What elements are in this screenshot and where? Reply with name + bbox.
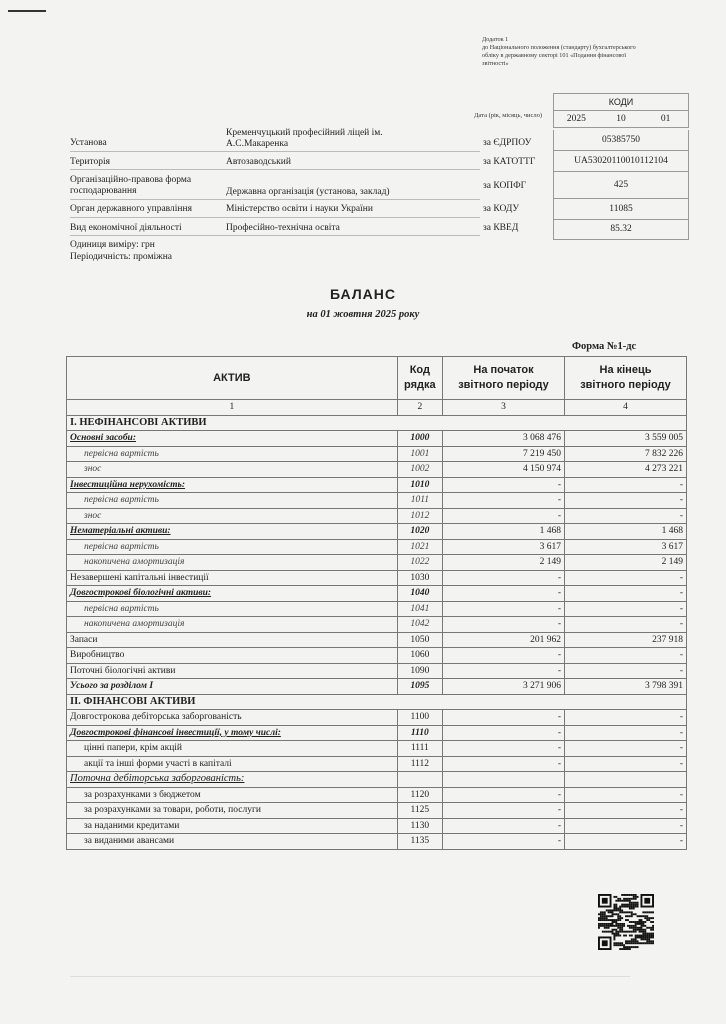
table-row xyxy=(67,834,687,850)
row-label: накопичена амортизація xyxy=(67,617,398,633)
value-start: 2 149 xyxy=(443,555,565,571)
row-label: Нематеріальні активи: xyxy=(67,524,398,540)
row-code: 1135 xyxy=(397,834,442,850)
info-value-activity: Професійно-технічна освіта xyxy=(226,223,340,233)
value-start: - xyxy=(443,710,565,726)
info-value-institution: Кременчуцький професійний ліцей ім. А.С.Макаренка xyxy=(226,128,383,149)
section-title: ІІ. ФІНАНСОВІ АКТИВИ xyxy=(67,694,687,710)
info-label-activity: Вид економічної діяльності xyxy=(70,223,182,233)
addendum-line: до Національного положення (стандарту) бухгалтерського xyxy=(482,44,636,51)
row-label: знос xyxy=(67,508,398,524)
row-label: накопичена амортизація xyxy=(67,555,398,571)
info-label-territory: Територія xyxy=(70,157,111,167)
value-end: 3 617 xyxy=(564,539,686,555)
row-code: 1012 xyxy=(397,508,442,524)
table-row xyxy=(67,741,687,757)
form-number: Форма №1-дс xyxy=(572,341,637,352)
row-code: 1060 xyxy=(397,648,442,664)
row-label: за розрахунками за товари, роботи, послуги xyxy=(67,803,398,819)
value-start: - xyxy=(443,508,565,524)
col-number: 4 xyxy=(564,400,686,416)
table-row xyxy=(67,539,687,555)
value-end: 1 468 xyxy=(564,524,686,540)
table-row xyxy=(67,663,687,679)
row-code: 1042 xyxy=(397,617,442,633)
row-label: Незавершені капітальні інвестиції xyxy=(67,570,398,586)
code-edrpou: 05385750 xyxy=(553,130,689,151)
row-label: первісна вартість xyxy=(67,539,398,555)
value-end: - xyxy=(564,570,686,586)
value-end: 237 918 xyxy=(564,632,686,648)
table-row xyxy=(67,508,687,524)
value-end: - xyxy=(564,834,686,850)
value-end: - xyxy=(564,586,686,602)
row-code: 1020 xyxy=(397,524,442,540)
table-row xyxy=(67,493,687,509)
table-header-row xyxy=(67,357,687,400)
table-body xyxy=(67,415,687,849)
row-code: 1010 xyxy=(397,477,442,493)
value-start: - xyxy=(443,493,565,509)
code-label-edrpou: за ЄДРПОУ xyxy=(483,138,532,148)
row-label: цінні папери, крім акцій xyxy=(67,741,398,757)
row-code: 1030 xyxy=(397,570,442,586)
unit-of-measure: Одиниця виміру: грн xyxy=(70,240,155,250)
value-start: 7 219 450 xyxy=(443,446,565,462)
value-start: 3 617 xyxy=(443,539,565,555)
col-header-code: Код рядка xyxy=(397,357,442,400)
row-code: 1041 xyxy=(397,601,442,617)
value-start: - xyxy=(443,834,565,850)
value-start: 3 271 906 xyxy=(443,679,565,695)
value-start xyxy=(443,772,565,788)
row-label: знос xyxy=(67,462,398,478)
value-start: - xyxy=(443,803,565,819)
row-label: первісна вартість xyxy=(67,493,398,509)
value-start: 4 150 974 xyxy=(443,462,565,478)
addendum-line: обліку в державному секторі 101 «Подання фінансової xyxy=(482,52,627,59)
value-end: - xyxy=(564,756,686,772)
value-end: - xyxy=(564,803,686,819)
value-end: - xyxy=(564,710,686,726)
code-label-kodu: за КОДУ xyxy=(483,204,520,214)
value-end: 3 559 005 xyxy=(564,431,686,447)
value-start: - xyxy=(443,617,565,633)
section-row xyxy=(67,415,687,431)
row-label: Поточна дебіторська заборгованість: xyxy=(67,772,398,788)
code-katottg: UA53020110010112104 xyxy=(553,151,689,172)
info-value-territory: Автозаводський xyxy=(226,157,291,167)
date-day: 01 xyxy=(660,114,671,124)
value-start: - xyxy=(443,570,565,586)
value-end: - xyxy=(564,493,686,509)
value-start: - xyxy=(443,663,565,679)
footer-divider xyxy=(70,976,630,977)
code-label-katottg: за КАТОТТГ xyxy=(483,157,536,167)
row-code: 1120 xyxy=(397,787,442,803)
value-end: 7 832 226 xyxy=(564,446,686,462)
table-row xyxy=(67,710,687,726)
row-label: Запаси xyxy=(67,632,398,648)
row-code: 1040 xyxy=(397,586,442,602)
row-code xyxy=(397,772,442,788)
addendum-line: Додаток 1 xyxy=(482,36,509,43)
row-code: 1125 xyxy=(397,803,442,819)
code-kved: 85.32 xyxy=(553,219,689,240)
row-code: 1021 xyxy=(397,539,442,555)
value-end: 2 149 xyxy=(564,555,686,571)
row-code: 1011 xyxy=(397,493,442,509)
row-label: первісна вартість xyxy=(67,446,398,462)
row-label: за розрахунками з бюджетом xyxy=(67,787,398,803)
date-label: Дата (рік, місяць, число) xyxy=(474,112,542,119)
value-start: - xyxy=(443,756,565,772)
row-label: Довгострокова дебіторська заборгованість xyxy=(67,710,398,726)
table-row xyxy=(67,648,687,664)
row-code: 1001 xyxy=(397,446,442,462)
value-start: - xyxy=(443,648,565,664)
col-number: 1 xyxy=(67,400,398,416)
row-code: 1112 xyxy=(397,756,442,772)
code-label-kved: за КВЕД xyxy=(483,223,519,233)
value-start: 3 068 476 xyxy=(443,431,565,447)
section-row xyxy=(67,694,687,710)
balance-table xyxy=(66,356,687,850)
codes-header: КОДИ xyxy=(554,94,688,111)
row-code: 1002 xyxy=(397,462,442,478)
table-row xyxy=(67,725,687,741)
value-start: - xyxy=(443,787,565,803)
corner-mark xyxy=(8,10,46,12)
row-label: Довгострокові біологічні активи: xyxy=(67,586,398,602)
info-label-authority: Орган державного управління xyxy=(70,204,192,214)
qr-code-icon xyxy=(598,894,654,950)
value-start: - xyxy=(443,601,565,617)
table-row xyxy=(67,679,687,695)
code-kodu: 11085 xyxy=(553,199,689,220)
page-subtitle: на 01 жовтня 2025 року xyxy=(306,309,420,320)
row-label: Виробництво xyxy=(67,648,398,664)
info-label-institution: Установа xyxy=(70,138,107,148)
row-code: 1130 xyxy=(397,818,442,834)
row-label: Поточні біологічні активи xyxy=(67,663,398,679)
value-end: - xyxy=(564,477,686,493)
date-month: 10 xyxy=(616,114,626,124)
info-label-legal-form: Організаційно-правова форма господарювання xyxy=(70,175,192,196)
table-row xyxy=(67,818,687,834)
value-end: 3 798 391 xyxy=(564,679,686,695)
table-row xyxy=(67,803,687,819)
date-row xyxy=(554,111,688,127)
table-row xyxy=(67,787,687,803)
value-start: 201 962 xyxy=(443,632,565,648)
addendum-note xyxy=(482,36,692,68)
row-label: Довгострокові фінансові інвестиції, у тому числі: xyxy=(67,725,398,741)
col-header-asset: АКТИВ xyxy=(67,357,398,400)
row-label: за наданими кредитами xyxy=(67,818,398,834)
info-value-legal-form: Державна організація (установа, заклад) xyxy=(226,187,390,197)
table-row xyxy=(67,446,687,462)
value-end: - xyxy=(564,725,686,741)
value-end: - xyxy=(564,617,686,633)
value-end: - xyxy=(564,741,686,757)
row-code: 1022 xyxy=(397,555,442,571)
value-end: - xyxy=(564,648,686,664)
value-end: - xyxy=(564,601,686,617)
value-end: - xyxy=(564,508,686,524)
table-row xyxy=(67,772,687,788)
row-label: первісна вартість xyxy=(67,601,398,617)
date-year: 2025 xyxy=(566,114,586,124)
info-value-authority: Міністерство освіти і науки України xyxy=(226,204,373,214)
value-end: - xyxy=(564,787,686,803)
code-label-kopfg: за КОПФГ xyxy=(483,181,527,191)
col-number: 2 xyxy=(397,400,442,416)
value-start: - xyxy=(443,741,565,757)
table-row xyxy=(67,462,687,478)
row-code: 1111 xyxy=(397,741,442,757)
value-start: - xyxy=(443,586,565,602)
table-row xyxy=(67,555,687,571)
addendum-line: звітності» xyxy=(482,60,509,67)
table-row xyxy=(67,601,687,617)
row-label: Інвестиційна нерухомість: xyxy=(67,477,398,493)
table-row xyxy=(67,570,687,586)
row-code: 1100 xyxy=(397,710,442,726)
codes-box xyxy=(553,93,689,128)
table-row xyxy=(67,632,687,648)
row-label: Усього за розділом I xyxy=(67,679,398,695)
table-row xyxy=(67,756,687,772)
col-header-end: На кінець звітного періоду xyxy=(564,357,686,400)
section-title: І. НЕФІНАНСОВІ АКТИВИ xyxy=(67,415,687,431)
value-end: - xyxy=(564,818,686,834)
table-row xyxy=(67,617,687,633)
table-row xyxy=(67,586,687,602)
column-number-row xyxy=(67,400,687,416)
row-label: акції та інші форми участі в капіталі xyxy=(67,756,398,772)
table-row xyxy=(67,477,687,493)
value-end: - xyxy=(564,663,686,679)
code-kopfg: 425 xyxy=(553,172,689,199)
row-code: 1050 xyxy=(397,632,442,648)
row-label: Основні засоби: xyxy=(67,431,398,447)
row-code: 1090 xyxy=(397,663,442,679)
value-start: - xyxy=(443,725,565,741)
table-row xyxy=(67,524,687,540)
table-row xyxy=(67,431,687,447)
row-code: 1110 xyxy=(397,725,442,741)
col-number: 3 xyxy=(443,400,565,416)
row-code: 1000 xyxy=(397,431,442,447)
value-end xyxy=(564,772,686,788)
value-start: 1 468 xyxy=(443,524,565,540)
row-label: за виданими авансами xyxy=(67,834,398,850)
periodicity: Періодичність: проміжна xyxy=(70,252,172,262)
page-title: БАЛАНС xyxy=(330,286,396,302)
col-header-start: На початок звітного періоду xyxy=(443,357,565,400)
value-start: - xyxy=(443,477,565,493)
value-end: 4 273 221 xyxy=(564,462,686,478)
value-start: - xyxy=(443,818,565,834)
row-code: 1095 xyxy=(397,679,442,695)
